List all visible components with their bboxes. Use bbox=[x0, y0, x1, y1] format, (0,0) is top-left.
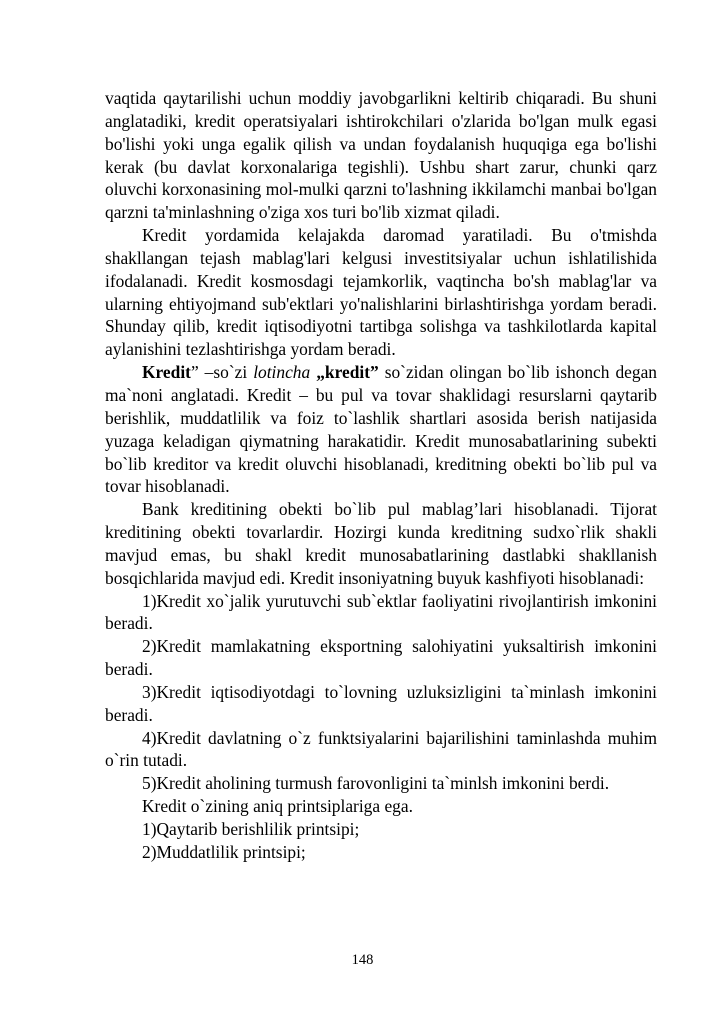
list-item: 2)Kredit mamlakatning eksportning salohiyatini yuksaltirish imkonini beradi. bbox=[105, 636, 657, 680]
term-lotincha: lotincha bbox=[253, 362, 311, 383]
list-item: 5)Kredit aholining turmush farovonligini ta`minlsh imkonini berdi. bbox=[142, 773, 610, 794]
definition-connector: ” –so`zi bbox=[190, 362, 254, 383]
term-kredit: Kredit bbox=[142, 362, 191, 383]
list-item: 1)Kredit xo`jalik yurutuvchi sub`ektlar faoliyatini rivojlantirish imkonini beradi. bbox=[105, 590, 657, 634]
page-number: 148 bbox=[351, 952, 374, 968]
page-body bbox=[105, 87, 657, 864]
principle-item: 2)Muddatlilik printsipi; bbox=[142, 841, 306, 862]
paragraph-credit-income: Kredit yordamida kelajakda daromad yaratiladi. Bu o'tmishda shakllangan tejash mablag'lari kelgusi investitsiyalar uchun ishlatilishida ifodalanadi. Kredit kosmosdagi tejamkorlik, vaqtincha bo'sh mablag'lar va ularning ehtiyojmand sub'ektlari yo'nalishlarini birlashtirishga yordam beradi. Shunday qilib, kredit iqtisodiyotni tartibga solishga va tashkilotlarda kapital aylanishini tezlashtirishga yordam beradi. bbox=[105, 225, 657, 360]
list-item: 4)Kredit davlatning o`z funktsiyalarini bajarilishini taminlashda muhim o`rin tutadi. bbox=[105, 727, 657, 771]
paragraph-continuation: vaqtida qaytarilishi uchun moddiy javobgarlikni keltirib chiqaradi. Bu shuni anglatadiki, kredit operatsiyalari ishtirokchilari o'zlarida bo'lgan mulk egasi bo'lishi yoki unga egalik qilish va undan foydalanish huquqiga ega bo'lishi kerak (bu davlat korxonalariga tegishli). Ushbu shart zarur, chunki qarz oluvchi korxonasining mol-mulki qarzni to'lashning ikkilamchi manbai bo'lgan qarzni ta'minlashning o'ziga xos turi bo'lib xizmat qiladi. bbox=[105, 88, 657, 223]
principles-intro: Kredit o`zining aniq printsiplariga ega. bbox=[142, 796, 413, 817]
term-kredit-quoted: „kredit” bbox=[316, 362, 379, 383]
list-item: 3)Kredit iqtisodiyotdagi to`lovning uzluksizligini ta`minlash imkonini beradi. bbox=[105, 681, 657, 725]
principle-item: 1)Qaytarib berishlilik printsipi; bbox=[142, 819, 360, 839]
paragraph-bank-credit: Bank kreditining obekti bo`lib pul mablag’lari hisoblanadi. Tijorat kreditining obekti tovarlardir. Hozirgi kunda kreditning sudxo`rlik shakli mavjud emas, bu shakl kredit munosabatlarining dastlabki shakllanish bosqichlarida mavjud edi. Kredit insoniyatning buyuk kashfiyoti hisoblanadi: bbox=[105, 499, 657, 588]
definition-body: so`zidan olingan bo`lib ishonch degan ma`noni anglatadi. Kredit – bu pul va tovar shaklidagi resurslarni qaytarib berishlik, muddatlilik va foiz to`lashlik shartlari asosida berish natijasida yuzaga keladigan qiymatning harakatidir. Kredit munosabatlarining subekti bo`lib kreditor va kredit oluvchi hisoblanadi, kreditning obekti bo`lib pul va tovar hisoblanadi. bbox=[105, 362, 657, 497]
paragraph-credit-definition bbox=[105, 361, 657, 498]
